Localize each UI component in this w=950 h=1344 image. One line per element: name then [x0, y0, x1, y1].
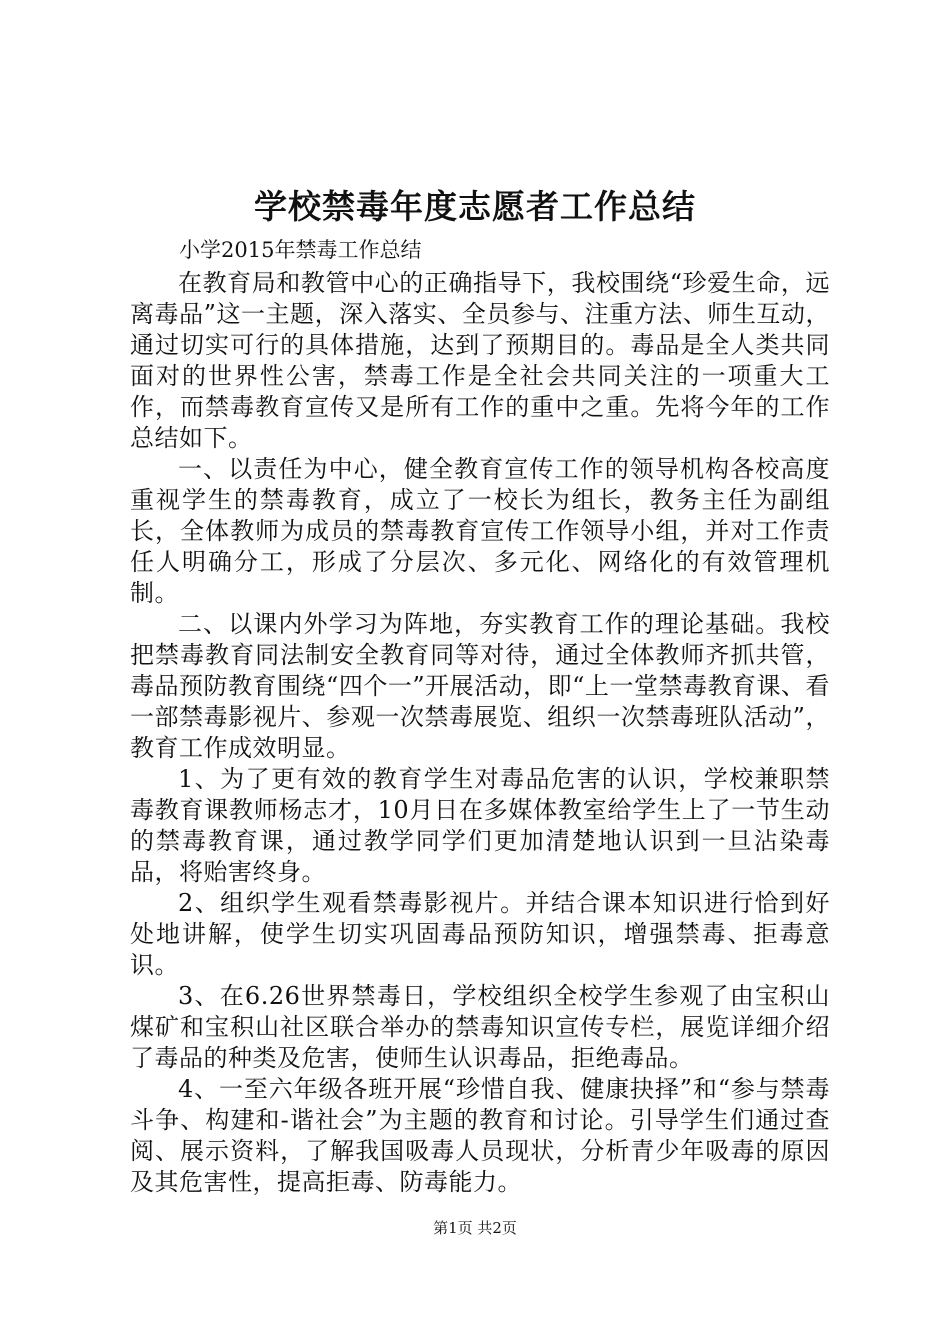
paragraph-section-1: 一、以责任为中心，健全教育宣传工作的领导机构各校高度重视学生的禁毒教育，成立了一校长为组长，教务主任为副组长，全体教师为成员的禁毒教育宣传工作领导小组，并对工作责任人明确分工，形成了分层次、多元化、网络化的有效管理机制。: [130, 455, 830, 607]
document-body: [130, 232, 830, 1198]
document-subtitle: 小学2015年禁毒工作总结: [179, 238, 422, 262]
paragraph-item-1: 1、为了更有效的教育学生对毒品危害的认识，学校兼职禁毒教育课教师杨志才，10月日在多媒体教室给学生上了一节生动的禁毒教育课，通过教学同学们更加清楚地认识到一旦沾染毒品，将贻害终身。: [130, 765, 830, 886]
paragraph-intro: 在教育局和教管中心的正确指导下，我校围绕“珍爱生命，远离毒品”这一主题，深入落实、全员参与、注重方法、师生互动，通过切实可行的具体措施，达到了预期目的。毒品是全人类共同面对的世界性公害，禁毒工作是全社会共同关注的一项重大工作，而禁毒教育宣传又是所有工作的重中之重。先将今年的工作总结如下。: [130, 269, 830, 452]
page-number-footer: 第1页 共2页: [433, 1219, 517, 1237]
document-title: 学校禁毒年度志愿者工作总结: [254, 187, 696, 226]
paragraph-section-2: 二、以课内外学习为阵地，夯实教育工作的理论基础。我校把禁毒教育同法制安全教育同等对待，通过全体教师齐抓共管，毒品预防教育围绕“四个一”开展活动，即“上一堂禁毒教育课、看一部禁毒影视片、参观一次禁毒展览、组织一次禁毒班队活动”，教育工作成效明显。: [130, 610, 830, 762]
paragraph-item-2: 2、组织学生观看禁毒影视片。并结合课本知识进行恰到好处地讲解，使学生切实巩固毒品预防知识，增强禁毒、拒毒意识。: [130, 889, 830, 979]
paragraph-item-4: 4、一至六年级各班开展“珍惜自我、健康抉择”和“参与禁毒斗争、构建和-谐社会”为主题的教育和讨论。引导学生们通过查阅、展示资料，了解我国吸毒人员现状，分析青少年吸毒的原因及其危害性，提高拒毒、防毒能力。: [130, 1075, 830, 1196]
paragraph-item-3: 3、在6.26世界禁毒日，学校组织全校学生参观了由宝积山煤矿和宝积山社区联合举办的禁毒知识宣传专栏，展览详细介绍了毒品的种类及危害，使师生认识毒品，拒绝毒品。: [130, 982, 830, 1072]
